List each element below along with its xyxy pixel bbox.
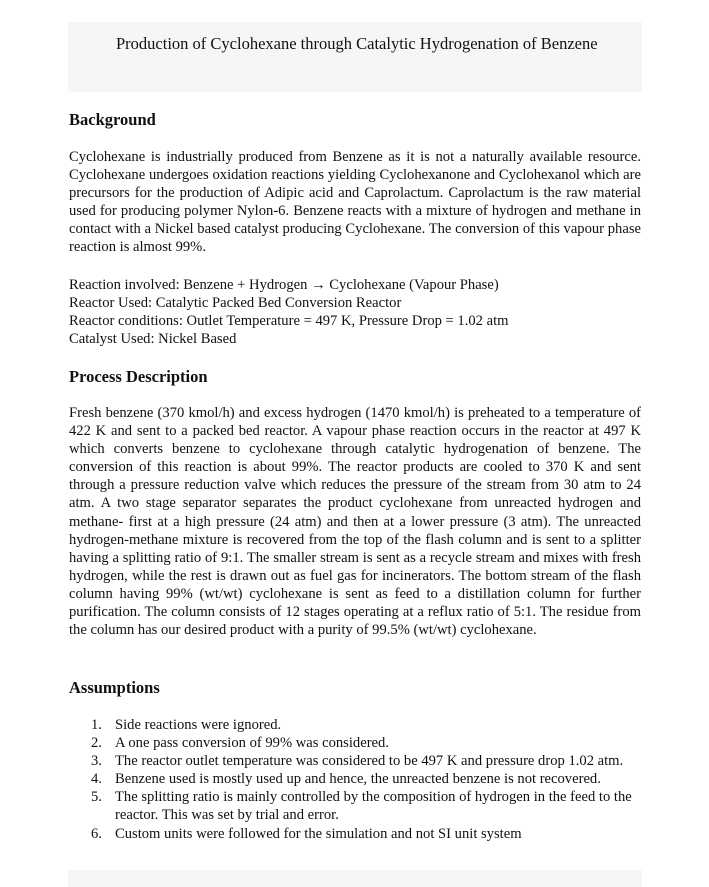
title-shading xyxy=(68,22,642,92)
assumption-item: 6. Custom units were followed for the simulation and not SI unit system xyxy=(91,825,522,842)
assumptions-list xyxy=(69,716,644,843)
assumption-item: 1. Side reactions were ignored. xyxy=(91,717,282,733)
reaction-details xyxy=(69,276,641,348)
process-description-paragraph: Fresh benzene (370 kmol/h) and excess hydrogen (1470 kmol/h) is preheated to a temperature of 422 K and sent to a packed bed reactor. A vapour phase reaction occurs in the reactor at 497 K which converts benzene to cyclohexane through catalytic hydrogenation of benzene. The conversion of this reaction is about 99%. The reactor products are cooled to 370 K and sent through a pressure reduction valve which reduces the pressure of the stream from 30 atm to 24 atm. A two stage separator separates the product cyclohexane from unreacted hydrogen and methane- first at a high pressure (24 atm) and then at a lower pressure (3 atm). The unreacted hydrogen-methane mixture is recovered from the top of the flash column and is sent to a splitter having a splitting ratio of 9:1. The smaller stream is sent as a recycle stream and mixes with fresh hydrogen, while the rest is drawn out as fuel gas for incinerators. The bottom stream of the flash column having 99% (wt/wt) cyclohexane is sent as feed to a distillation column for further purification. The column consists of 12 stages operating at a reflux ratio of 5:1. The residue from the column has our desired product with a purity of 99.5% (wt/wt) cyclohexane. xyxy=(69,405,641,639)
background-heading: Background xyxy=(69,110,156,129)
assumption-item: 3. The reactor outlet temperature was considered to be 497 K and pressure drop 1.02 atm. xyxy=(91,753,624,770)
process-description-heading: Process Description xyxy=(69,367,208,386)
page-title: Production of Cyclohexane through Catalytic Hydrogenation of Benzene xyxy=(116,34,598,53)
reaction-involved-line: Reaction involved: Benzene + Hydrogen → Cyclohexane (Vapour Phase) xyxy=(69,277,499,293)
footer-shading xyxy=(68,870,642,887)
assumptions-heading: Assumptions xyxy=(69,678,160,697)
assumption-item: 2. A one pass conversion of 99% was considered. xyxy=(91,735,389,752)
assumption-item: 5. The splitting ratio is mainly controlled by the composition of hydrogen in the feed to the reactor. This was set by trial and error. xyxy=(91,789,632,824)
reactor-conditions-line: Reactor conditions: Outlet Temperature = 497 K, Pressure Drop = 1.02 atm xyxy=(69,313,509,330)
reactor-used-line: Reactor Used: Catalytic Packed Bed Conversion Reactor xyxy=(69,295,402,312)
background-paragraph: Cyclohexane is industrially produced from Benzene as it is not a naturally available resource. Cyclohexane undergoes oxidation reactions yielding Cyclohexanone and Cyclohexanol which are precursors for the production of Adipic acid and Caprolactum. Caprolactum is the raw material used for producing polymer Nylon-6. Benzene reacts with a mixture of hydrogen and methane in contact with a Nickel based catalyst producing Cyclohexane. The conversion of this vapour phase reaction is almost 99%. xyxy=(69,149,641,256)
catalyst-used-line: Catalyst Used: Nickel Based xyxy=(69,331,237,348)
assumption-item: 4. Benzene used is mostly used up and hence, the unreacted benzene is not recovered. xyxy=(91,771,601,788)
